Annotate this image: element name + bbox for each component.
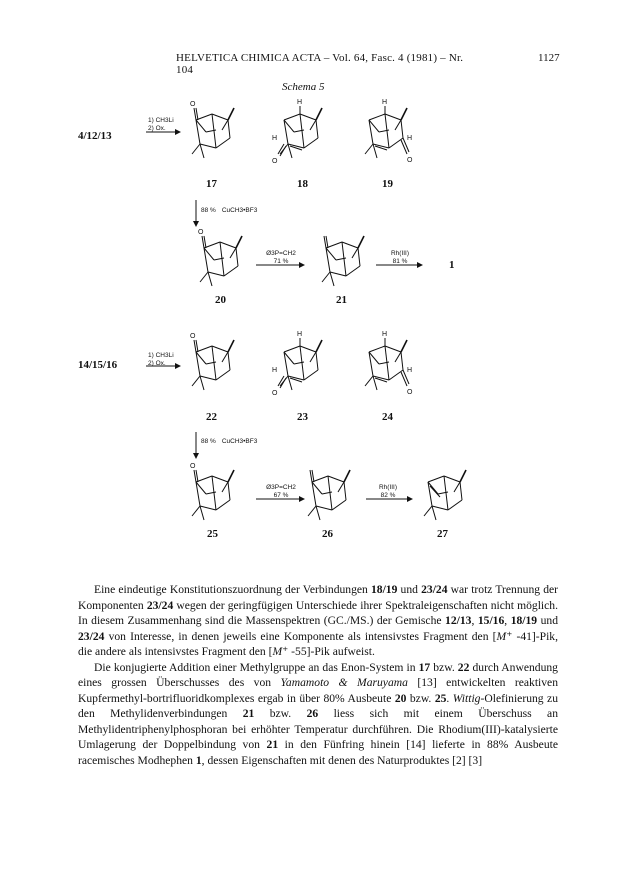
structure-25	[182, 462, 242, 537]
svg-text:H: H	[382, 99, 388, 106]
text-run: 17	[418, 660, 431, 674]
reagent-line: 82 %	[380, 492, 396, 499]
structure-22	[182, 332, 242, 407]
text-run: und	[537, 614, 559, 627]
page-number: 1127	[538, 52, 560, 64]
text-run: 22	[457, 660, 470, 674]
text-run: bzw.	[254, 707, 307, 720]
structure-19-drawing	[355, 100, 415, 170]
compound-number-1: 1	[449, 259, 455, 271]
body-text	[78, 582, 558, 768]
text-run: und	[397, 583, 422, 596]
svg-text:H: H	[297, 99, 303, 106]
text-run: 23/24	[421, 583, 448, 596]
compound-number-18: 18	[297, 178, 308, 190]
text-run: bzw.	[430, 660, 458, 674]
structure-20-drawing	[190, 228, 250, 298]
svg-text:O: O	[190, 463, 196, 470]
paragraph-2	[78, 660, 558, 769]
text-run: 23/24	[78, 629, 105, 643]
reagent-line: 2) Ox.	[148, 125, 166, 132]
text-run: ,	[471, 614, 478, 627]
text-run: 18/19	[370, 583, 398, 596]
yield-text: 88 %	[201, 207, 216, 214]
structure-23	[270, 332, 330, 407]
text-run: 12/13	[445, 614, 472, 627]
reagent-line: 1) CH3Li	[148, 352, 174, 359]
compound-number-24: 24	[382, 411, 393, 423]
text-run: ⁺ -55]-Pik aufweist.	[282, 645, 375, 658]
text-run: ,	[504, 614, 511, 627]
text-run: Wittig	[452, 691, 481, 705]
text-run: ⁺ -41]-Pik, die andere als intensivstes Fragment den [	[78, 629, 559, 658]
text-run: 26	[306, 707, 319, 720]
compound-number-25: 25	[207, 528, 218, 540]
structure-17-drawing	[182, 100, 242, 170]
svg-text:H: H	[272, 367, 278, 374]
text-run: war trotz Trennung der Komponenten	[78, 583, 558, 612]
text-run: 25	[434, 691, 447, 705]
text-run: .	[446, 691, 453, 705]
row-label-top: 4/12/13	[78, 130, 112, 142]
text-run: 20	[394, 691, 407, 705]
svg-text:O: O	[407, 157, 413, 164]
text-run: wegen der geringfügigen Unterschiede ihrer Spektraleigenschaften nicht möglich. In diesem Zusammenhang sind die Massenspektren (GC./MS.) der Gemische	[78, 598, 558, 627]
structure-22-drawing	[182, 332, 242, 402]
text-run: liess sich mit einem Überschuss an Methylidentriphenylphosphoran bei erhöhter Temperatur durchführen. Die Rhodium(III)-katalysierte Umlagerung der Doppelbindung von	[78, 707, 558, 751]
compound-number-23: 23	[297, 411, 308, 423]
text-run: Yamamoto & Maruyama	[280, 676, 408, 689]
reagent-line: Ø3P=CH2	[266, 250, 296, 257]
text-run: M	[496, 629, 507, 643]
svg-text:O: O	[190, 333, 196, 340]
text-run: durch Anwendung eines grossen Überschusses des von	[78, 660, 558, 689]
text-run: in den Fünfring hinein [14] lieferte in 88% Ausbeute racemisches Modhephen	[78, 738, 558, 767]
structure-27	[414, 462, 474, 537]
text-run: Die konjugierte Addition einer Methylgruppe an das Enon-System in	[94, 660, 419, 674]
reagent-line: 2) Ox.	[148, 360, 166, 367]
svg-text:O: O	[198, 229, 204, 236]
reagent-text: CuCH3•BF3	[221, 438, 258, 445]
text-run: -Olefinierung zu den Methylidenverbindungen	[78, 691, 558, 720]
reagent-line: 81 %	[392, 258, 408, 265]
journal-citation: HELVETICA CHIMICA ACTA – Vol. 64, Fasc. 4 (1981) – Nr. 104	[176, 52, 464, 76]
svg-text:O: O	[272, 390, 278, 397]
compound-number-17: 17	[206, 178, 217, 190]
reagent-line: Rh(III)	[390, 250, 410, 257]
scheme-title: Schema 5	[282, 81, 325, 93]
structure-23-drawing	[270, 332, 330, 402]
text-run: 18/19	[510, 614, 538, 627]
structure-21-drawing	[312, 228, 372, 298]
text-run: 21	[242, 707, 255, 720]
reagent-line: 67 %	[273, 492, 289, 499]
reagent-line: 71 %	[273, 258, 289, 265]
compound-number-20: 20	[215, 294, 226, 306]
svg-text:O: O	[407, 389, 413, 396]
svg-text:H: H	[407, 135, 413, 142]
structure-26-drawing	[298, 462, 358, 532]
yield-text: 88 %	[201, 438, 216, 445]
structure-18-drawing	[270, 100, 330, 170]
svg-text:O: O	[190, 101, 196, 108]
svg-text:H: H	[407, 367, 413, 374]
structure-19	[355, 100, 415, 175]
compound-number-19: 19	[382, 178, 393, 190]
svg-text:H: H	[382, 331, 388, 338]
structure-20	[190, 228, 250, 303]
structure-18	[270, 100, 330, 175]
structure-24	[355, 332, 415, 407]
structure-21	[312, 228, 372, 303]
text-run: Eine eindeutige Konstitutionszuordnung der Verbindungen	[94, 583, 371, 596]
structure-27-drawing	[414, 462, 474, 532]
svg-text:H: H	[272, 135, 278, 142]
text-run: bzw.	[406, 691, 435, 705]
structure-17	[182, 100, 242, 175]
compound-number-21: 21	[336, 294, 347, 306]
reagent-text: CuCH3•BF3	[221, 207, 258, 214]
structure-24-drawing	[355, 332, 415, 402]
structure-25-drawing	[182, 462, 242, 532]
compound-number-22: 22	[206, 411, 217, 423]
text-run: 23/24	[146, 598, 174, 612]
text-run: von Interesse, in denen jeweils eine Komponente als intensivstes Fragment den [	[104, 629, 497, 643]
reagent-line: 1) CH3Li	[148, 117, 174, 124]
svg-text:H: H	[297, 331, 303, 338]
text-run: [13] entwickelten reaktiven Kupfermethyl-bortrifluoridkomplexes ergab in über 80% Ausbeute	[78, 676, 559, 705]
reagent-line: Rh(III)	[378, 484, 398, 491]
row-label-bottom: 14/15/16	[78, 359, 118, 371]
text-run: M	[272, 645, 283, 658]
text-run: 1	[195, 753, 202, 767]
text-run: 21	[266, 738, 279, 751]
text-run: , dessen Eigenschaften mit denen des Naturproduktes [2] [3]	[201, 753, 483, 767]
svg-text:O: O	[272, 158, 278, 165]
paragraph-1	[78, 582, 558, 660]
text-run: 15/16	[477, 614, 505, 627]
reagent-line: Ø3P=CH2	[266, 484, 296, 491]
compound-number-26: 26	[322, 528, 333, 540]
structure-26	[298, 462, 358, 537]
compound-number-27: 27	[437, 528, 448, 540]
